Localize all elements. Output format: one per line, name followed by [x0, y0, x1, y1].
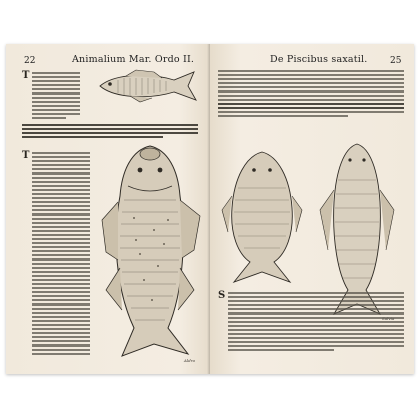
- left-page: [6, 44, 210, 374]
- left-fish-illustration: [220, 148, 304, 288]
- text-block-bottom-right: [228, 292, 404, 364]
- small-fish-illustration: [96, 66, 204, 106]
- text-column-left: [32, 152, 90, 360]
- text-block-top-left: [32, 72, 80, 124]
- drop-initial-body: T: [22, 150, 30, 161]
- large-fish-caption: Aldro: [184, 358, 196, 363]
- book-spread: [6, 44, 414, 374]
- running-head-right: De Piscibus saxatil.: [270, 54, 368, 65]
- drop-initial-top: T: [22, 70, 30, 81]
- page-number-left: 22: [24, 56, 36, 66]
- text-block-top-right: [218, 70, 404, 130]
- running-head-left: Animalium Mar. Ordo II.: [72, 54, 195, 65]
- right-page: [210, 44, 414, 374]
- page-number-right: 25: [390, 56, 402, 66]
- drop-initial-right: S: [218, 290, 226, 301]
- large-fish-illustration: [94, 140, 206, 368]
